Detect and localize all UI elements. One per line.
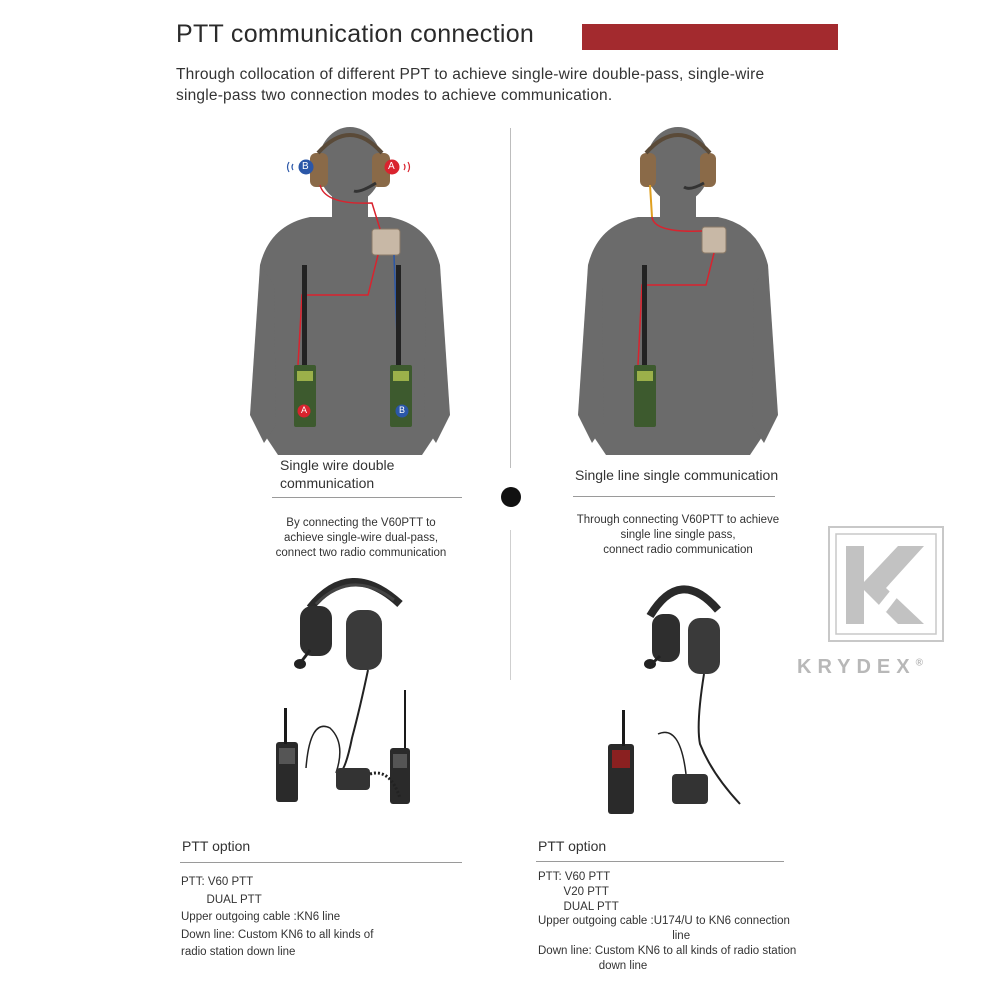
left-description [250, 516, 472, 561]
left-option-heading: PTT option [182, 838, 251, 854]
left-option-line: PTT: V60 PTT [181, 876, 254, 888]
left-product-illustration [270, 568, 440, 808]
left-option-rule [180, 862, 462, 863]
left-caption [280, 456, 394, 492]
right-option-heading: PTT option [538, 838, 607, 854]
left-option-line: DUAL PTT [181, 893, 262, 906]
left-option-list [181, 874, 373, 962]
right-soldier-illustration [578, 125, 778, 455]
right-option-line: DUAL PTT [538, 900, 619, 913]
badge-b-radio-label: B [399, 405, 406, 415]
right-option-line: V20 PTT [538, 885, 609, 898]
right-desc-line-2: single line single pass, [620, 529, 736, 541]
badge-a-radio-label: A [301, 405, 308, 415]
subtitle-line-2: single-pass two connection modes to achieve communication. [176, 87, 613, 104]
badge-b-head-label: B [302, 161, 309, 172]
left-option-line: radio station down line [181, 946, 296, 958]
left-option-line: Down line: Custom KN6 to all kinds of [181, 928, 374, 941]
krydex-logo-icon [828, 526, 944, 642]
right-option-line: PTT: V60 PTT [538, 871, 611, 883]
page-title: PTT communication connection [176, 20, 535, 48]
center-dot [501, 487, 521, 507]
registered-mark: ® [915, 657, 923, 669]
left-desc-line-3: connect two radio communication [275, 547, 447, 559]
badge-a-head-label: A [388, 161, 395, 172]
left-desc-line-1: By connecting the V60PTT to [286, 517, 436, 529]
right-option-line: line [538, 930, 691, 943]
right-desc-line-1: Through connecting V60PTT to achieve [576, 514, 780, 526]
right-description [556, 513, 800, 558]
subtitle-line-1: Through collocation of different PPT to achieve single-wire double-pass, single-wire [176, 66, 765, 83]
right-desc-line-3: connect radio communication [603, 544, 753, 556]
brand-name [797, 656, 923, 679]
right-caption: Single line single communication [575, 467, 779, 483]
right-option-list [538, 870, 796, 974]
right-option-line: Upper outgoing cable :U174/U to KN6 connection [538, 915, 790, 928]
right-caption-rule [573, 496, 775, 497]
right-option-rule [536, 861, 784, 862]
right-option-line: down line [538, 959, 648, 972]
accent-bar [582, 24, 838, 50]
right-option-line: Down line: Custom KN6 to all kinds of radio station [538, 944, 797, 957]
badge-b-signal-icon [287, 158, 315, 176]
page-subtitle [176, 64, 876, 106]
left-caption-rule [272, 497, 462, 498]
center-divider-lower [510, 530, 511, 680]
center-divider [510, 128, 511, 468]
left-option-line: Upper outgoing cable :KN6 line [181, 911, 341, 923]
left-caption-line-1: Single wire double [280, 457, 395, 473]
left-caption-line-2: communication [280, 475, 375, 491]
right-product-illustration [600, 574, 760, 824]
brand-name-text: KRYDEX [797, 656, 916, 678]
left-soldier-illustration [250, 125, 450, 455]
left-desc-line-2: achieve single-wire dual-pass, [283, 532, 439, 544]
